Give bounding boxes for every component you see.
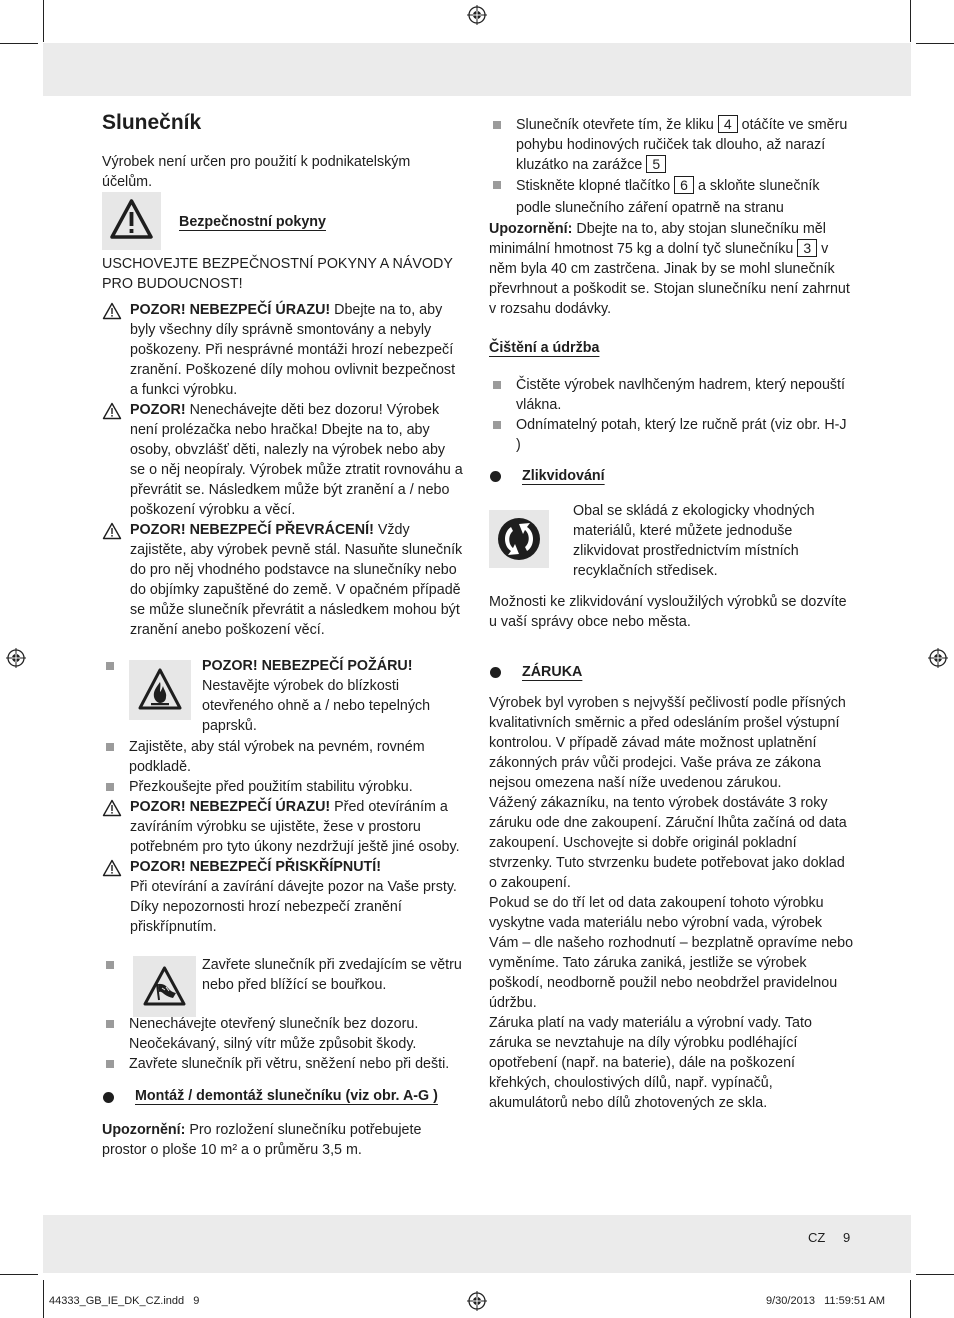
figure-ref: 3 bbox=[797, 239, 817, 257]
list-item-text: Přezkoušejte před použitím stabilitu výrobku. bbox=[129, 779, 413, 795]
note-label: Upozornění: bbox=[102, 1122, 186, 1138]
wind-warning bbox=[102, 955, 464, 995]
recycling-icon-box bbox=[489, 510, 549, 568]
note-text: Dbejte na to, aby stojan slunečníku měl minimální hmotnost 75 kg a dolní tyč slunečníku bbox=[489, 221, 826, 257]
registration-mark-icon bbox=[467, 1291, 487, 1311]
bullet-square bbox=[493, 381, 501, 389]
list-item bbox=[102, 737, 464, 777]
left-column bbox=[102, 110, 464, 192]
bullet-square bbox=[493, 181, 501, 189]
bullet-square bbox=[106, 662, 114, 670]
left-body-3 bbox=[102, 1014, 464, 1160]
language-code: CZ bbox=[808, 1230, 826, 1245]
warranty-paragraph: Výrobek byl vyroben s nejvyšší pečlivostí podle přísných kvalitativních směrnic a před odesláním prošel výstupní kontrolou. V případě závad máte možnost uplatnění zákonných práv vůči prodejci. Vaše práva ze zákona nejsou omezena naší níže uvedenou zárukou. bbox=[489, 695, 846, 791]
wind-icon-box bbox=[133, 956, 196, 1017]
left-body-2 bbox=[102, 737, 464, 937]
warning-children bbox=[102, 400, 464, 520]
step-text: otáčíte ve směru pohybu hodinových ručiček tak dlouho, až narazí kluzátko na zarážce bbox=[516, 117, 848, 173]
header-band bbox=[43, 43, 911, 96]
crop-mark bbox=[0, 1274, 38, 1275]
fire-warning bbox=[102, 656, 464, 736]
warranty-body bbox=[489, 693, 854, 1113]
safety-heading-text: Bezpečnostní pokyny bbox=[179, 214, 326, 230]
step-open bbox=[489, 115, 854, 175]
warning-triangle-icon bbox=[102, 302, 122, 320]
crop-mark bbox=[0, 43, 38, 44]
figure-ref: 4 bbox=[718, 115, 738, 133]
bullet-dot bbox=[103, 1092, 114, 1103]
disposal-text: Obal se skládá z ekologicky vhodných materiálů, které můžete jednoduše zlikvidovat prostřednictvím místních recyklačních středisek. bbox=[573, 503, 815, 579]
list-item bbox=[489, 375, 854, 415]
registration-mark-icon bbox=[6, 648, 26, 668]
disposal-more-text: Možnosti ke zlikvidování vysloužilých výrobků se dozvíte u vaší správy obce nebo města. bbox=[489, 594, 847, 630]
left-body bbox=[102, 254, 464, 640]
list-item-text: Zajistěte, aby stál výrobek na pevném, rovném podkladě. bbox=[129, 739, 425, 775]
crop-mark bbox=[910, 0, 911, 42]
bullet-square bbox=[493, 121, 501, 129]
list-item bbox=[102, 1054, 464, 1074]
warranty-heading bbox=[489, 662, 854, 682]
warning-text: Vždy zajistěte, aby výrobek pevně stál. Nasuňte slunečník do pro něj vhodného podstavce na slunečníky nebo do objímky zapuštěné do země. V opačném případě se může slunečník převrátit a následkem mohou být zranění anebo poškození věcí. bbox=[130, 522, 463, 638]
figure-ref: 5 bbox=[646, 155, 666, 173]
list-item bbox=[102, 777, 464, 797]
montage-heading-text: Montáž / demontáž slunečníku (viz obr. A-G ) bbox=[135, 1088, 438, 1104]
bullet-square bbox=[106, 783, 114, 791]
keep-instructions-text: USCHOVEJTE BEZPEČNOSTNÍ POKYNY A NÁVODY PRO BUDOUCNOST! bbox=[102, 256, 453, 292]
montage-heading bbox=[102, 1086, 464, 1106]
list-item-text: Čistěte výrobek navlhčeným hadrem, který nepouští vlákna. bbox=[516, 377, 845, 413]
crop-mark bbox=[43, 1280, 44, 1318]
list-item-text: Odnímatelný potah, který lze ručně prát (viz obr. H-J ) bbox=[516, 417, 847, 453]
warning-tipping bbox=[102, 520, 464, 640]
file-name: 44333_GB_IE_DK_CZ.indd 9 bbox=[49, 1295, 200, 1307]
green-dot-recycling-icon bbox=[489, 510, 549, 568]
list-item bbox=[102, 1014, 464, 1054]
crop-mark bbox=[910, 1280, 911, 1318]
registration-mark-icon bbox=[928, 648, 948, 668]
warranty-paragraph: Vážený zákazníku, na tento výrobek dostáváte 3 roky záruku ode dne zakoupení. Záruční lhůta začíná od data zakoupení. Uschovejte si dobře originál pokladní stvrzenky. Tuto stvrzenku budete potřebovat jako doklad o zakoupení. bbox=[489, 795, 847, 891]
warning-text: Dbejte na to, aby byly všechny díly správně smontovány a nebyly poškozeny. Při nesprávné montáži hrozí nebezpečí zranění. Poškozené díly mohou ovlivnit bezpečnost a funkci výrobku. bbox=[130, 302, 456, 398]
warning-injury-2 bbox=[102, 797, 464, 857]
note-label: Upozornění: bbox=[489, 221, 573, 237]
warning-label: POZOR! NEBEZPEČÍ PŘEVRÁCENÍ! bbox=[130, 522, 374, 538]
right-column bbox=[489, 115, 854, 1113]
warranty-heading-text: ZÁRUKA bbox=[522, 664, 583, 680]
fire-warning-label: POZOR! NEBEZPEČÍ POŽÁRU! bbox=[202, 658, 413, 674]
montage-note bbox=[102, 1120, 464, 1160]
clean-heading bbox=[489, 338, 854, 358]
flammable-icon bbox=[129, 660, 191, 720]
warning-pinch bbox=[102, 857, 464, 937]
step-text: Stiskněte klopné tlačítko bbox=[516, 178, 671, 194]
warning-label: POZOR! bbox=[130, 402, 186, 418]
warning-triangle-icon bbox=[102, 859, 122, 877]
bullet-square bbox=[493, 421, 501, 429]
bullet-square bbox=[106, 743, 114, 751]
print-timestamp: 9/30/2013 11:59:51 AM bbox=[766, 1295, 886, 1307]
list-item-text: Zavřete slunečník při větru, sněžení nebo při dešti. bbox=[129, 1056, 450, 1072]
bullet-square bbox=[106, 1020, 114, 1028]
warranty-paragraph: Pokud se do tří let od data zakoupení tohoto výrobku vyskytne vada materiálu nebo výrobní vada, výrobek Vám – dle našeho rozhodnutí – bezplatně opravíme nebo vyměníme. Tato záruka zaniká, jestliže se výrobek poškodí, neodborně použil nebo neobdržel pravidelnou údržbu. bbox=[489, 895, 854, 1011]
warning-injury bbox=[102, 300, 464, 400]
wind-icon bbox=[133, 956, 196, 1017]
warranty-paragraph: Záruka platí na vady materiálu a výrobní vady. Tato záruka se nevztahuje na díly výrobku podléhající opotřebení (např. na baterie), dále na poškození křehkých, choulostivých dílů, např. vypínačů, akumulátorů nebo dílů zhotovených ze skla. bbox=[489, 1015, 812, 1111]
bullet-dot bbox=[490, 667, 501, 678]
footer-band bbox=[43, 1215, 911, 1273]
warning-text: Před otevíráním a zavíráním výrobku se ujistěte, žese v prostoru potřebném pro tyto úkony nezdržují ještě jiné osoby. bbox=[130, 799, 460, 855]
step-tilt bbox=[489, 175, 854, 219]
crop-mark bbox=[916, 43, 954, 44]
figure-ref: 6 bbox=[674, 176, 694, 194]
warning-label: POZOR! NEBEZPEČÍ ÚRAZU! bbox=[130, 799, 331, 815]
step-text: a skloňte slunečník podle slunečního záření opatrně na stranu bbox=[516, 178, 820, 216]
list-item bbox=[489, 415, 854, 455]
page-number: 9 bbox=[843, 1230, 851, 1245]
disposal-heading-text: Zlikvidování bbox=[522, 468, 605, 484]
bullet-square bbox=[106, 1060, 114, 1068]
disposal-heading bbox=[489, 466, 854, 486]
intro-text: Výrobek není určen pro použití k podnikatelským účelům. bbox=[102, 154, 411, 190]
step-text: Slunečník otevřete tím, že kliku bbox=[516, 117, 714, 133]
warning-triangle-icon bbox=[102, 522, 122, 540]
disposal-block bbox=[489, 503, 854, 592]
registration-mark-icon bbox=[467, 5, 487, 25]
crop-mark bbox=[43, 0, 44, 42]
fire-warning-text: Nestavějte výrobek do blízkosti otevřeného ohně a / nebo tepelných paprsků. bbox=[202, 678, 431, 734]
safety-heading bbox=[179, 212, 459, 232]
warning-text: Při otevírání a zavírání dávejte pozor na Vaše prsty. Díky nepozornosti hrozí nebezpečí zranění přiskřípnutím. bbox=[130, 879, 457, 935]
flammable-icon-box bbox=[129, 660, 191, 720]
warning-triangle-icon bbox=[102, 192, 161, 250]
warning-label: POZOR! NEBEZPEČÍ PŘISKŘÍPNUTÍ! bbox=[130, 859, 382, 875]
note-text: Pro rozložení slunečníku potřebujete prostor o ploše 10 m² a o průměru 3,5 m. bbox=[102, 1122, 422, 1158]
warning-label: POZOR! NEBEZPEČÍ ÚRAZU! bbox=[130, 302, 331, 318]
clean-heading-text: Čištění a údržba bbox=[489, 340, 600, 356]
crop-mark bbox=[916, 1274, 954, 1275]
list-item-text: Nenechávejte otevřený slunečník bez dozoru. Neočekávaný, silný vítr může způsobit škody. bbox=[129, 1016, 419, 1052]
warning-icon-box bbox=[102, 192, 161, 250]
page-title: Slunečník bbox=[102, 111, 202, 134]
stand-note bbox=[489, 219, 854, 319]
warning-triangle-icon bbox=[102, 402, 122, 420]
note-text: v něm byla 40 cm zastrčena. Jinak by se mohl slunečník převrhnout a poškodit se. Stojan slunečníku není zahrnut v rozsahu dodávky. bbox=[489, 241, 850, 317]
warning-triangle-icon bbox=[102, 799, 122, 817]
bullet-square bbox=[106, 961, 114, 969]
bullet-dot bbox=[490, 471, 501, 482]
warning-text: Nenechávejte děti bez dozoru! Výrobek není prolézačka nebo hračka! Dbejte na to, aby osoby, obvzlášť děti, nalezly na výrobek nebo aby se o něj neopíraly. Výrobek může ztratit rovnováhu a převrátit se. Následkem může být zranění a / nebo poškození výrobku a věcí. bbox=[130, 402, 463, 518]
wind-warning-text: Zavřete slunečník při zvedajícím se větru nebo před blížící se bouřkou. bbox=[202, 957, 462, 993]
